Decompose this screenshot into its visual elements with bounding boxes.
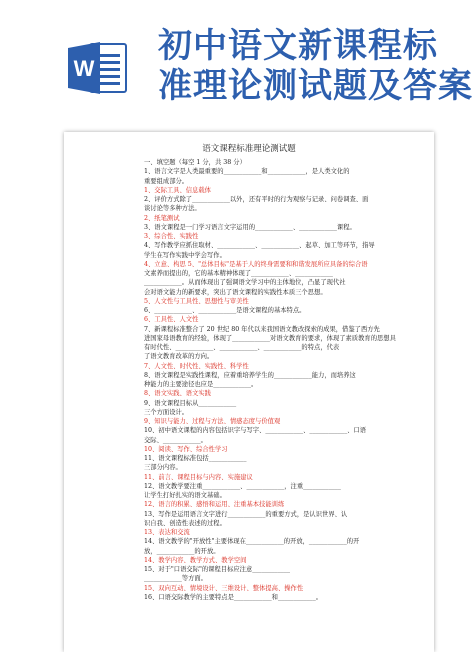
question-line: 1、语言文字是人类最重要的____________和____________，是人类文化的 xyxy=(144,168,350,176)
question-line: 让学生打好扎实的语文基础。 xyxy=(144,492,226,499)
question-line: ____________。从而体现出了强调语文学习中的主体地位，凸显了现代社 xyxy=(144,279,346,287)
question-line: 一、填空题（每空 1 分，共 38 分） xyxy=(144,159,246,166)
document-preview[interactable] xyxy=(64,132,434,652)
question-line: 2、评价方式除了____________以外，还有平时的行为观察与记录、问卷调查、面 xyxy=(144,196,369,203)
question-line: 13、写作是运用语言文字进行____________的重要方式，是认识世界、认 xyxy=(144,510,348,518)
word-icon-letter: W xyxy=(73,56,95,81)
question-line: ____________等方面。 xyxy=(144,575,207,583)
question-line: 14、语文教学的"开放性"主要体现在____________的开放，____________的开 xyxy=(144,538,360,546)
answer-line: 5、人文性与工具性、思想性与审美性 xyxy=(144,297,249,305)
question-line: 种能力的主要途径也应是____________。 xyxy=(144,381,258,388)
answer-line: 6、工具性、人文性 xyxy=(144,316,199,324)
question-line: 9、语文课程目标从____________ xyxy=(144,399,237,407)
question-line: 8、语文课程是实践性课程，应着重培养学生的____________能力，而培养这 xyxy=(144,371,356,379)
question-line: 三部分内容。 xyxy=(144,464,182,472)
question-line: 了语文教育改革的方向。 xyxy=(144,353,214,361)
word-doc-icon xyxy=(66,40,128,96)
question-line: 3、语文课程是一门学习语言文字运用的____________、____________课程。 xyxy=(144,223,356,231)
header-banner xyxy=(0,0,474,126)
question-line: 进国家母语教育的经验，体现了____________对语文教育的要求，体现了素质教育的思想具 xyxy=(144,334,396,342)
document-body xyxy=(144,158,414,602)
answer-line: 13、表达和交流 xyxy=(144,529,190,536)
answer-line: 14、教学内容、教学方式、教学空间 xyxy=(144,556,247,564)
question-line: 重要组成部分。 xyxy=(144,177,189,185)
question-line: 16、口语交际教学的主要特点是____________和____________。 xyxy=(144,593,323,601)
answer-line: 8、语文实践、语文实践 xyxy=(144,390,211,398)
answer-line: 7、人文性、时代性、实践性、科学性 xyxy=(144,362,249,370)
answer-line: 4、立意、构思 5、"总体目标"是基于人的终身需要和和谐发展所应具备的综合语 xyxy=(144,260,368,268)
question-line: 有时代性、____________、____________、____________的特点，代表 xyxy=(144,344,340,351)
question-line: 会对语文能力的新要求，突出了语文课程的实践性本质三个思想。 xyxy=(144,288,327,296)
question-line: 交际、____________。 xyxy=(144,436,207,444)
title-line-2: 准理论测试题及答案 xyxy=(158,66,473,106)
document-title: 语文课程标准理论测试题 xyxy=(202,144,296,154)
question-line: 文素养而提出的，它的基本精神体现了____________、____________ xyxy=(144,270,333,277)
question-line: 识自我、创造性表述的过程。 xyxy=(144,519,226,527)
title-line-1: 初中语文新课程标 xyxy=(158,26,438,66)
question-line: 6、____________、____________是语文课程的基本特点。 xyxy=(144,307,306,314)
page-title xyxy=(158,26,473,106)
answer-line: 3、综合性、实践性 xyxy=(144,233,199,240)
answer-line: 11、前言、课程目标与内容、实施建议 xyxy=(144,473,253,481)
answer-line: 15、双向互动、情境设计、三维设计、整体提高、操作性 xyxy=(144,584,304,592)
question-line: 放，____________的开放。 xyxy=(144,547,220,555)
answer-line: 12、语言的积累、感悟和运用、注重基本技能训练 xyxy=(144,501,285,509)
answer-line: 10、阅读、写作、综合性学习 xyxy=(144,445,228,453)
question-line: 7、新课程标准整合了 20 世纪 80 年代以来我国语文教改探索的成果，借鉴了西方先 xyxy=(144,325,380,333)
answer-line: 1、交际工具、信息载体 xyxy=(144,186,211,194)
page-footer xyxy=(0,652,474,669)
question-line: 三个方面设计。 xyxy=(144,408,189,416)
answer-line: 9、知识与能力、过程与方法、情感态度与价值观 xyxy=(144,418,281,425)
answer-line: 2、纸笔测试 xyxy=(144,214,180,222)
question-line: 谈讨论等多种方法。 xyxy=(144,205,201,213)
question-line: 15、对于"口语交际"的课程目标应注意____________ xyxy=(144,566,291,573)
question-line: 11、语文课程标准包括____________ xyxy=(144,455,247,462)
question-line: 12、语文教学要注重____________、____________，注重____________ xyxy=(144,482,341,490)
question-line: 10、初中语文课程的内容包括识字与写字、____________、____________、口语 xyxy=(144,427,367,435)
question-line: 学生在写作实践中学会写作。 xyxy=(144,251,226,259)
question-line: 4、写作教学应抓住取材、____________、____________、起草、加工等环节，指导 xyxy=(144,242,375,250)
